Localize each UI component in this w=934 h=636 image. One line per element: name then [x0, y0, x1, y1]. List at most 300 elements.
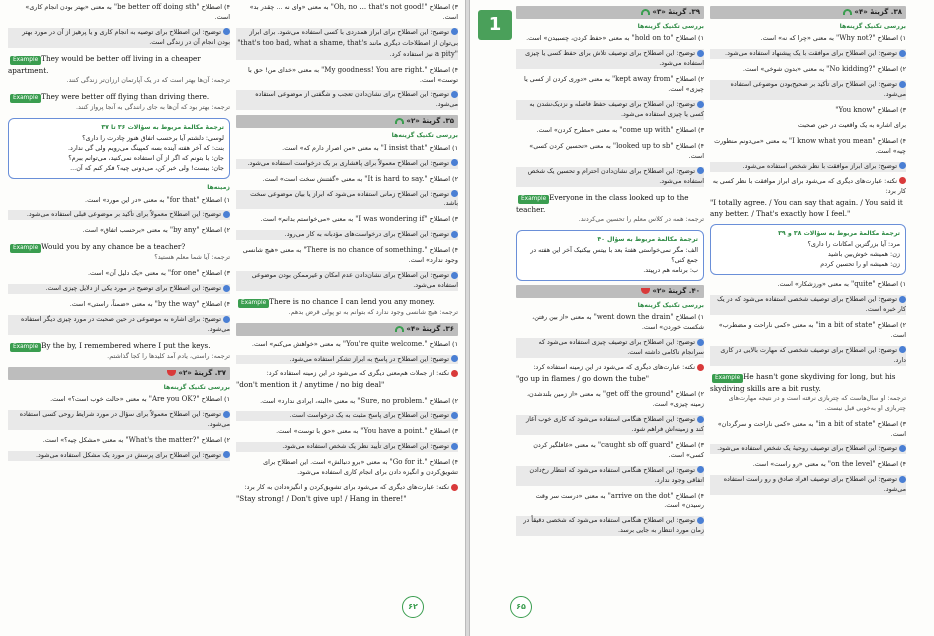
idiom-english: "I insist that" — [380, 143, 428, 152]
example-tag: Example — [712, 374, 743, 383]
idiom-english: "You have a point." — [360, 427, 428, 436]
idiom-item — [8, 299, 230, 310]
idiom-number-text: ۴) اصطلاح — [201, 300, 230, 309]
tip-note — [710, 177, 906, 219]
tip-note — [236, 369, 458, 390]
example-sentence — [8, 91, 230, 103]
unit-badge: 1 — [478, 10, 512, 40]
info-icon — [451, 412, 458, 419]
info-icon — [697, 339, 704, 346]
idiom-item — [516, 141, 704, 162]
warning-icon — [451, 484, 458, 491]
explanation-text: توضیح: این اصطلاح هنگامی استفاده می‌شود که انتظار رخ‌دادن اتفاقی وجود ندارد. — [529, 465, 704, 484]
signal-icon — [395, 326, 404, 332]
idiom-meaning: به معنی «گفتنش سخت است» است. — [262, 174, 363, 183]
idiom-item — [710, 320, 906, 341]
example-english: By the by, I remembered where I put the keys. — [41, 340, 211, 350]
answer-heading-text: ۳۸. گزینهٔ «۴» — [854, 8, 902, 16]
right-page-column-outer — [710, 2, 906, 588]
example-block — [516, 192, 704, 225]
explanation-note — [710, 80, 906, 100]
explanation-text: توضیح: این اصطلاح برای تأیید نظر یک شخص استفاده می‌شود. — [282, 442, 449, 451]
idiom-meaning: به معنی «مطرح کردن» است. — [536, 125, 618, 134]
dialogue-line: ب: برنامه هم درپیتد. — [643, 266, 698, 275]
explanation-text: توضیح: این اصطلاح برای توصیه به انجام کاری و یا پرهیز از آن در مورد بهتر بودن انجام آن در زندگی است. — [22, 27, 230, 46]
explanation-note — [8, 451, 230, 461]
info-icon — [223, 316, 230, 323]
explanation-text: توضیح: این اصطلاح برای پاسخ مثبت به یک درخواست است. — [289, 411, 449, 420]
idiom-meaning: به معنی «من اصرار دارم که» است. — [282, 143, 379, 152]
idiom-item — [516, 125, 704, 136]
idiom-number-text: ۲) اصطلاح — [429, 396, 458, 405]
idiom-english: "You know" — [835, 106, 876, 115]
explanation-note — [710, 475, 906, 495]
idiom-english: "I know what you mean" — [788, 136, 876, 145]
idiom-meaning: به معنی «مشکل چیه؟» است. — [42, 435, 124, 444]
example-block — [236, 296, 458, 318]
idiom-number-text: ۳) اصطلاح — [429, 427, 458, 436]
answer-heading-text: ۳۶. گزینهٔ «۴» — [406, 324, 454, 333]
signal-icon — [843, 9, 852, 15]
idiom-english: "went down the drain" — [593, 313, 674, 322]
idiom-english: "Go for it." — [389, 458, 428, 467]
idiom-number-text: ۱) اصطلاح — [877, 280, 906, 289]
idiom-number-text: ۴) اصطلاح — [429, 246, 458, 255]
idiom-meaning: به معنی «از زمین بلندشدن، زمینه چیزی» است. — [526, 390, 704, 409]
idiom-number-text: برای اشاره به یک واقعیت در حین صحبت — [797, 120, 906, 129]
idiom-english: "Sure, no problem." — [357, 396, 428, 405]
example-block — [8, 53, 230, 86]
idiom-number-text: ۴) اصطلاح — [201, 3, 230, 11]
explanation-note — [236, 355, 458, 365]
explanation-text: توضیح: این اصطلاح معمولاً برای تأکید بر موضوعی قبلی استفاده می‌شود. — [26, 210, 221, 219]
info-icon — [451, 355, 458, 362]
info-icon — [899, 81, 906, 88]
explanation-text: توضیح: این اصطلاح برای توصیف شخصی استفاده می‌شود که در یک کار خبره است. — [717, 295, 906, 314]
info-icon — [451, 91, 458, 98]
idiom-meaning: به معنی «غافلگیر کردن کسی» است. — [533, 440, 704, 459]
example-translation: ترجمه: آن‌ها بهتر است که در یک آپارتمان ارزان‌تر زندگی کنند. — [66, 75, 230, 84]
idiom-meaning: به معنی «رو راست» است. — [752, 460, 826, 469]
left-page-column-outer — [236, 2, 458, 588]
idiom-english: "in a bit of state" — [815, 419, 876, 428]
info-icon — [899, 476, 906, 483]
explanation-note — [516, 466, 704, 486]
idiom-meaning: به معنی «یک دلیل آن» است. — [87, 269, 166, 278]
idiom-number-text: ۳) اصطلاح — [429, 3, 458, 11]
idiom-english: "quite" — [850, 280, 876, 289]
explanation-note — [236, 230, 458, 240]
idiom-item — [516, 74, 704, 95]
info-icon — [697, 101, 704, 108]
info-icon — [697, 416, 704, 423]
explanation-text: توضیح: این اصطلاح معمولاً برای پافشاری بر یک درخواست استفاده می‌شود. — [247, 158, 449, 167]
idiom-item — [236, 245, 458, 266]
idiom-number-text: ۱) اصطلاح — [201, 195, 230, 204]
idiom-item — [236, 426, 458, 437]
explanation-english: "that's too bad, what a shame, that's a pity" — [237, 38, 458, 58]
info-icon — [899, 162, 906, 169]
explanation-note — [516, 338, 704, 358]
answer-heading — [8, 367, 230, 380]
tip-note — [236, 483, 458, 504]
idiom-item — [710, 136, 906, 157]
idiom-meaning: به معنی «خواهش می‌کنم» است. — [251, 339, 341, 348]
idiom-number-text: ۱) اصطلاح — [201, 395, 230, 404]
idiom-item — [710, 419, 906, 440]
idiom-item — [8, 225, 230, 236]
explanation-note — [236, 159, 458, 169]
idiom-item — [710, 121, 906, 131]
idiom-meaning: به معنی «از بین رفتن، شکست خوردن» است. — [532, 313, 704, 332]
idiom-meaning: به معنی «حفظ کردن، چسبیدن» است. — [526, 34, 630, 43]
info-icon — [697, 50, 704, 57]
idiom-meaning: به معنی «برو دنبالش» است. این اصطلاح برای تشویق‌کردن و انگیزه دادن برای انجام کاری استفاده می‌شود. — [263, 458, 458, 477]
answer-heading-text: ۳۷. گزینهٔ «۲» — [178, 368, 226, 377]
explanation-text: توضیح: این اصطلاح برای تأکید بر صحیح‌بودن موضوعی استفاده می‌شود. — [730, 80, 906, 99]
warning-icon — [451, 370, 458, 377]
info-icon — [223, 285, 230, 292]
dialogue-line: لوسی: دلشتم آیا برحسب اتفاق هنوز چادرت را داری؟ — [82, 134, 224, 143]
section-subheading: بررسی تکنیک گزینه‌ها — [637, 301, 704, 309]
idiom-meaning: به معنی «ورزشکار» است. — [777, 280, 849, 289]
info-icon — [223, 411, 230, 418]
idiom-meaning: به معنی «می‌دونم منظورت چیه» است. — [714, 136, 906, 155]
left-page-column-inner — [8, 2, 230, 588]
idiom-number-text: ۳) اصطلاح — [675, 440, 704, 449]
answer-heading — [710, 6, 906, 19]
idiom-item — [236, 339, 458, 350]
explanation-text: توضیح: این اصطلاح برای توصیف چیزی استفاده می‌شود که سرانجام ناکامی داشته است. — [538, 338, 704, 357]
explanation-note — [516, 415, 704, 435]
info-icon — [899, 50, 906, 57]
idiom-english: "My goodness! You are right." — [321, 65, 428, 74]
tip-text: نکته: عبارت‌های دیگری که می‌شود برای ابراز موافقت با نظر کسی به کار برد: — [712, 176, 906, 195]
idiom-item — [8, 435, 230, 446]
explanation-note — [8, 28, 230, 48]
right-page — [469, 0, 934, 636]
info-icon — [451, 190, 458, 197]
explanation-text: توضیح: این اصطلاح برای موافقت با یک پیشنهاد استفاده می‌شود. — [725, 49, 897, 58]
idiom-number-text: ۳) اصطلاح — [877, 419, 906, 428]
section-subheading: بررسی تکنیک گزینه‌ها — [163, 383, 230, 391]
idiom-number-text: ۳) اصطلاح — [201, 269, 230, 278]
idiom-meaning: به معنی «وای نه ... چقدر بد» است. — [249, 3, 458, 21]
example-english: They were better off flying than driving there. — [41, 91, 210, 101]
explanation-text: توضیح: این اصطلاح هنگامی استفاده می‌شود که شخصی دقیقاً در زمان مورد انتظار به جایی برسد. — [523, 516, 704, 535]
idiom-item — [236, 174, 458, 185]
idiom-meaning: به معنی «خدای من! حق با توست» است. — [248, 65, 458, 84]
idiom-english: "arrive on the dot" — [607, 491, 674, 500]
answer-heading-text: ۳۵. گزینهٔ «۲» — [406, 117, 454, 126]
warning-icon — [697, 364, 704, 371]
idiom-meaning: به معنی «می‌خواستم بدانم» است. — [260, 215, 354, 224]
answer-heading — [236, 115, 458, 128]
explanation-text: توضیح: این اصطلاح برای توصیف افراد صادق و رو راست استفاده می‌شود. — [723, 475, 906, 494]
idiom-item — [8, 2, 230, 23]
example-tag: Example — [10, 343, 41, 352]
idiom-meaning: به معنی «بدون شوخی» است. — [742, 65, 825, 74]
dialogue-box-title: ترجمهٔ مکالمهٔ مربوط به سؤال ۴۰ — [597, 235, 698, 243]
idiom-meaning: به معنی «در این مورد» است. — [85, 195, 165, 204]
dialogue-line: بنت: که آخر هفته آینده بسه کمپینگ می‌رویم ولی گی ندارد. — [67, 144, 224, 153]
idiom-item — [236, 65, 458, 86]
idiom-english: "for one" — [167, 269, 200, 278]
idiom-english: "by any" — [169, 226, 200, 235]
dialogue-line: زن: همیشه خوش‌بین باشید — [827, 250, 900, 259]
explanation-text: توضیح: برای اشاره به موضوعی در حین صحبت در مورد چیزی دیگر استفاده می‌شود. — [20, 315, 230, 333]
explanation-text: توضیح: این اصطلاح معمولاً برای سؤال در مورد شرایط روحی کسی استفاده می‌شود. — [19, 410, 230, 429]
explanation-text: توضیح: این اصطلاح برای توصیف شخصی که مهارت بالایی در کاری دارد. — [720, 345, 906, 364]
idiom-meaning: به معنی «حالت خوب است؟» است. — [50, 395, 147, 404]
dialogue-line: مرد: آیا بزرگترین امکانات را داری؟ — [807, 240, 900, 249]
idiom-meaning: به معنی «درست سر وقت رسیدن» است. — [535, 491, 704, 510]
tip-note — [516, 363, 704, 384]
dialogue-translation-box — [516, 230, 704, 281]
info-icon — [899, 445, 906, 452]
idiom-english: "What's the matter?" — [125, 435, 200, 444]
right-page-column-inner — [516, 2, 704, 588]
idiom-number-text: ۲) اصطلاح — [429, 174, 458, 183]
info-icon — [899, 346, 906, 353]
explanation-note — [516, 516, 704, 536]
example-tag: Example — [238, 299, 269, 308]
answer-heading — [516, 285, 704, 298]
explanation-tail: نیز استفاده کرد. — [389, 49, 433, 58]
explanation-text: توضیح: برای ابراز موافقت با نظر شخص استفاده می‌شود. — [742, 161, 897, 170]
explanation-text: توضیح: این اصطلاح برای پرسش در مورد یک مشکل استفاده می‌شود. — [35, 450, 221, 459]
info-icon — [451, 272, 458, 279]
example-english: They would be better off living in a cheaper apartment. — [8, 53, 201, 75]
example-translation: ترجمه: او سال‌هاست که چتربازی نرفته است و در نتیجه مهارت‌های چتربازی او به‌خوبی قبل نیست. — [728, 393, 906, 412]
idiom-item — [236, 457, 458, 478]
idiom-meaning: به معنی «دوری کردن از کسی یا چیزی» است. — [524, 75, 704, 94]
idiom-number-text: ۱) اصطلاح — [877, 34, 906, 43]
dialogue-line: زن: همیشه او را تحسین کردم — [820, 260, 900, 269]
section-subheading: بررسی تکنیک گزینه‌ها — [391, 132, 458, 140]
explanation-text: توضیح: این اصطلاح برای نشان‌دادن احترام و تحسین یک شخص استفاده می‌شود. — [527, 166, 704, 185]
idiom-english: "looked up to sb" — [612, 141, 674, 150]
explanation-note — [516, 167, 704, 187]
example-block — [8, 91, 230, 113]
example-sentence — [8, 241, 230, 253]
idiom-item — [236, 143, 458, 154]
explanation-note — [8, 284, 230, 294]
signal-icon — [641, 288, 650, 294]
example-english: He hasn't gone skydiving for long, but his skydiving skills are a bit rusty. — [710, 371, 896, 393]
signal-icon — [641, 9, 650, 15]
info-icon — [223, 28, 230, 35]
dialogue-translation-box — [8, 118, 230, 179]
dialogue-line: جان: بیست! ولی خبر کن، می‌دونی چیه؟ فکر کنم که آن... — [70, 164, 224, 173]
idiom-item — [710, 64, 906, 75]
info-icon — [451, 231, 458, 238]
idiom-number-text: ۴) اصطلاح — [675, 141, 704, 150]
idiom-number-text: ۱) اصطلاح — [675, 313, 704, 322]
idiom-english: "for that" — [166, 195, 200, 204]
idiom-english: "kept away from" — [611, 75, 674, 84]
idiom-item — [236, 396, 458, 407]
explanation-note — [516, 49, 704, 69]
idiom-number-text: ۲) اصطلاح — [675, 390, 704, 399]
idiom-english: "You're quite welcome." — [342, 339, 428, 348]
info-icon — [223, 211, 230, 218]
explanation-text: توضیح: این اصطلاح در پاسخ به ابراز تشکر استفاده می‌شود. — [289, 354, 449, 363]
example-tag: Example — [518, 195, 549, 204]
example-block — [8, 340, 230, 362]
idiom-number-text: ۱) اصطلاح — [675, 34, 704, 43]
idiom-number-text: ۲) اصطلاح — [877, 320, 906, 329]
idiom-item — [516, 389, 704, 410]
idiom-english: "Why not?" — [835, 34, 876, 43]
example-sentence — [516, 192, 704, 215]
idiom-item — [516, 440, 704, 461]
idiom-item — [8, 195, 230, 206]
idiom-number-text: ۲) اصطلاح — [877, 65, 906, 74]
explanation-text: توضیح: این اصطلاح برای ابراز همدردی با کسی استفاده می‌شود. برای ابراز بی‌توان از اصطلاحات دیگری مانند — [249, 27, 458, 47]
explanation-note — [710, 162, 906, 172]
explanation-note — [236, 28, 458, 60]
idiom-english: "get off the ground" — [602, 390, 674, 399]
info-icon — [451, 443, 458, 450]
idiom-english: "No kidding?" — [826, 65, 876, 74]
example-sentence — [8, 340, 230, 352]
idiom-item — [8, 394, 230, 405]
example-translation: ترجمه: آیا شما معلم هستید؟ — [154, 253, 230, 262]
example-translation: ترجمه: بهتر بود که آن‌ها به جای رانندگی به آنجا پرواز کنند. — [76, 102, 230, 111]
idiom-item — [516, 33, 704, 44]
page-number: ۶۵ — [510, 596, 532, 618]
left-page — [0, 0, 466, 636]
tip-english: "Stay strong! / Don't give up! / Hang in there!" — [236, 494, 407, 504]
idiom-number-text: ۴) اصطلاح — [675, 491, 704, 500]
explanation-note — [710, 444, 906, 454]
idiom-english: "There is no chance of something." — [303, 246, 428, 255]
explanation-note — [710, 346, 906, 366]
example-tag: Example — [10, 244, 41, 253]
answer-heading-text: ۴۰. گزینهٔ «۲» — [652, 286, 700, 295]
idiom-item — [516, 312, 704, 333]
info-icon — [451, 28, 458, 35]
idiom-number-text: ۲) اصطلاح — [675, 75, 704, 84]
idiom-item — [710, 459, 906, 470]
idiom-number-text: ۳) اصطلاح — [429, 215, 458, 224]
info-icon — [697, 466, 704, 473]
section-subheading: زمینه‌ها — [207, 183, 230, 191]
explanation-text: توضیح: این اصطلاح زمانی استفاده می‌شود که ابراز یا بیان موضوعی سخت باشد. — [250, 189, 458, 208]
explanation-note — [710, 295, 906, 315]
example-tag: Example — [10, 56, 41, 65]
idiom-english: "in a bit of state" — [815, 320, 876, 329]
answer-heading — [516, 6, 704, 19]
dialogue-line: الف: مگر نمی‌خواستی هفتهٔ بعد با بیتس بیکنیک آخر این هفته در جمع کنی؟ — [530, 246, 698, 265]
example-english: Everyone in the class looked up to the teacher. — [516, 192, 689, 214]
idiom-english: "come up with" — [619, 125, 674, 134]
idiom-item — [516, 491, 704, 512]
idiom-english: "Are you OK?" — [148, 395, 200, 404]
explanation-note — [236, 190, 458, 210]
example-block — [710, 371, 906, 414]
idiom-meaning: به معنی «کمی ناراحت و مضطرب» است. — [718, 320, 906, 339]
section-subheading: بررسی تکنیک گزینه‌ها — [839, 22, 906, 30]
idiom-english: "by the way" — [154, 300, 200, 309]
idiom-meaning: به معنی «البته، ایرادی ندارد» است. — [260, 396, 356, 405]
explanation-note — [8, 210, 230, 220]
dialogue-box-title: ترجمهٔ مکالمهٔ مربوط به سؤالات ۳۶ تا ۳۷ — [101, 123, 224, 131]
idiom-english: "It is hard to say." — [364, 174, 428, 183]
idiom-english: "caught sb off guard" — [597, 440, 674, 449]
example-translation: ترجمه: همه در کلاس معلم را تحسین می‌کردند. — [578, 214, 704, 223]
explanation-note — [236, 90, 458, 110]
idiom-meaning: به معنی «چرا که نه» است. — [760, 34, 834, 43]
tip-text: نکته: از جملات هم‌معنی دیگری که می‌شود در این زمینه استفاده کرد: — [266, 369, 449, 378]
info-icon — [451, 159, 458, 166]
signal-icon — [167, 370, 176, 376]
example-sentence — [8, 53, 230, 76]
idiom-meaning: به معنی «برحسب اتفاق» است. — [82, 226, 168, 235]
explanation-note — [236, 442, 458, 452]
explanation-text: توضیح: این اصطلاح برای درخواست‌های مؤدبانه به کار می‌رود. — [284, 230, 449, 239]
explanation-text: توضیح: این اصطلاح برای نشان‌دادن تعجب و شگفتی از موضوعی استفاده می‌شود. — [255, 90, 458, 109]
explanation-note — [8, 410, 230, 430]
idiom-number-text: ۴) اصطلاح — [429, 65, 458, 74]
example-tag: Example — [10, 94, 41, 103]
info-icon — [899, 296, 906, 303]
idiom-number-text: ۱) اصطلاح — [429, 143, 458, 152]
idiom-item — [236, 214, 458, 225]
explanation-note — [236, 271, 458, 291]
explanation-note — [516, 100, 704, 120]
idiom-number-text: ۲) اصطلاح — [201, 226, 230, 235]
idiom-english: "hold on to" — [631, 34, 674, 43]
idiom-number-text: ۱) اصطلاح — [429, 339, 458, 348]
idiom-number-text: ۳) اصطلاح — [675, 125, 704, 134]
idiom-meaning: به معنی «بهتر بودن انجام کاری» است. — [25, 3, 230, 21]
answer-heading-text: ۳۹. گزینهٔ «۳» — [652, 8, 700, 16]
idiom-meaning: به معنی «کمی ناراحت و سرگردان» است. — [717, 419, 906, 438]
example-sentence — [710, 371, 906, 394]
info-icon — [697, 167, 704, 174]
idiom-item — [710, 33, 906, 44]
explanation-text: توضیح: این اصطلاح برای توضیح در مورد یکی از دلایل چیزی است. — [45, 284, 221, 293]
info-icon — [223, 451, 230, 458]
explanation-note — [236, 411, 458, 421]
signal-icon — [395, 118, 404, 124]
example-english: Would you by any chance be a teacher? — [41, 242, 186, 252]
example-block — [8, 241, 230, 263]
idiom-meaning: به معنی «تحسین کردن کسی» است. — [529, 141, 704, 160]
explanation-note — [710, 49, 906, 59]
explanation-text: توضیح: این اصطلاح برای نشان‌دادن عدم امکان و غیرممکن بودن موضوعی استفاده می‌شود. — [251, 271, 458, 289]
explanation-text: توضیح: این اصطلاح هنگامی استفاده می‌شود که کاری خوب آغاز کند و زمینه‌اش فراهم شود. — [526, 415, 704, 433]
idiom-english: "Oh, no ... that's not good!" — [330, 3, 428, 11]
idiom-number-text: ۲) اصطلاح — [201, 435, 230, 444]
idiom-meaning: به معنی «هیچ شانسی وجود ندارد» است. — [242, 246, 458, 265]
example-sentence — [236, 296, 458, 308]
page-number: ۶۲ — [402, 596, 424, 618]
explanation-text: توضیح: این اصطلاح برای توصیف حفظ فاصله و نزدیک‌نشدن به کسی یا چیزی استفاده می‌شود. — [529, 100, 704, 118]
idiom-english: "on the level" — [827, 460, 876, 469]
idiom-item — [710, 279, 906, 290]
section-subheading: بررسی تکنیک گزینه‌ها — [637, 22, 704, 30]
tip-english: "I totally agree. / You can say that again. / You said it any better. / That's exactly how I feel." — [710, 197, 903, 218]
idiom-item — [8, 268, 230, 279]
idiom-number-text: ۳) اصطلاح — [877, 106, 906, 115]
example-english: There is no chance I can lend you any money. — [269, 296, 435, 306]
tip-text: نکته: عبارت‌های دیگری که می‌شود در این زمینه استفاده کرد: — [533, 363, 695, 372]
tip-english: "don't mention it / anytime / no big deal" — [236, 380, 385, 390]
idiom-number-text: ۴) اصطلاح — [877, 460, 906, 469]
